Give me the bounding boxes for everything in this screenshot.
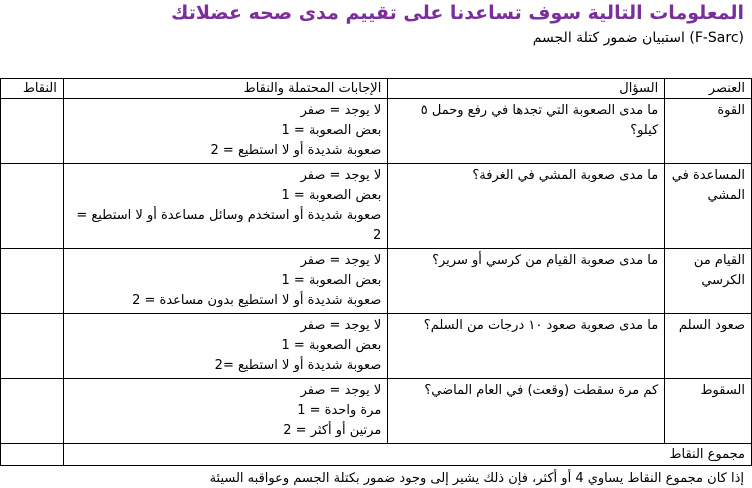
answer: بعض الصعوبة = 1 — [281, 188, 382, 203]
table-row — [1, 249, 752, 314]
answer: بعض الصعوبة = 1 — [281, 273, 382, 288]
answer: لا يوجد = صفر — [300, 383, 382, 398]
total-points-cell[interactable] — [1, 444, 64, 466]
table-row — [1, 99, 752, 164]
row-answers — [63, 379, 387, 444]
answer: صعوبة شديدة أو استخدم وسائل مساعدة أو لا استطيع = 2 — [76, 208, 382, 243]
answer: لا يوجد = صفر — [300, 103, 382, 118]
total-row — [1, 444, 752, 466]
total-label: مجموع النقاط — [63, 444, 751, 466]
interpretation-note: إذا كان مجموع النقاط يساوي 4 أو أكثر، فإن ذلك يشير إلى وجود ضمور بكتلة الجسم وعواقبه السيئة — [209, 471, 744, 486]
row-points-cell[interactable] — [1, 314, 64, 379]
row-answers — [63, 99, 387, 164]
answer: صعوبة شديدة أو لا استطيع =2 — [214, 358, 382, 373]
answer: لا يوجد = صفر — [300, 253, 382, 268]
row-item: القوة — [665, 99, 752, 164]
answer: لا يوجد = صفر — [300, 318, 382, 333]
answer: بعض الصعوبة = 1 — [281, 338, 382, 353]
header-question: السؤال — [388, 79, 665, 99]
row-item: القيام من الكرسي — [665, 249, 752, 314]
header-points: النقاط — [1, 79, 64, 99]
answer: لا يوجد = صفر — [300, 168, 382, 183]
row-item: المساعدة في المشي — [665, 164, 752, 249]
answer: بعض الصعوبة = 1 — [281, 123, 382, 138]
row-answers — [63, 164, 387, 249]
table-row — [1, 164, 752, 249]
header-item: العنصر — [665, 79, 752, 99]
header-answers: الإجابات المحتملة والنقاط — [63, 79, 387, 99]
answer: صعوبة شديدة أو لا استطيع بدون مساعدة = 2 — [132, 293, 382, 308]
answer: صعوبة شديدة أو لا استطيع = 2 — [210, 143, 382, 158]
page-subtitle: (F-Sarc) استبيان ضمور كتلة الجسم — [532, 30, 744, 46]
table-row — [1, 314, 752, 379]
row-points-cell[interactable] — [1, 379, 64, 444]
row-item: صعود السلم — [665, 314, 752, 379]
row-question: ما مدى الصعوبة التي تجدها في رفع وحمل ٥ كيلو؟ — [388, 99, 665, 164]
page-title: المعلومات التالية سوف تساعدنا على تقييم مدى صحه عضلاتك — [171, 2, 744, 24]
row-item: السقوط — [665, 379, 752, 444]
row-question: ما مدى صعوبة القيام من كرسي أو سرير؟ — [388, 249, 665, 314]
row-points-cell[interactable] — [1, 249, 64, 314]
row-question: ما مدى صعوبة المشي في الغرفة؟ — [388, 164, 665, 249]
row-question: ما مدى صعوبة صعود ١٠ درجات من السلم؟ — [388, 314, 665, 379]
row-answers — [63, 249, 387, 314]
sarc-f-table — [0, 78, 752, 466]
row-answers — [63, 314, 387, 379]
row-question: كم مرة سقطت (وقعت) في العام الماضي؟ — [388, 379, 665, 444]
table-header-row — [1, 79, 752, 99]
row-points-cell[interactable] — [1, 164, 64, 249]
table-row — [1, 379, 752, 444]
answer: مرتين أو أكثر = 2 — [283, 423, 382, 438]
row-points-cell[interactable] — [1, 99, 64, 164]
answer: مرة واحدة = 1 — [297, 403, 382, 418]
